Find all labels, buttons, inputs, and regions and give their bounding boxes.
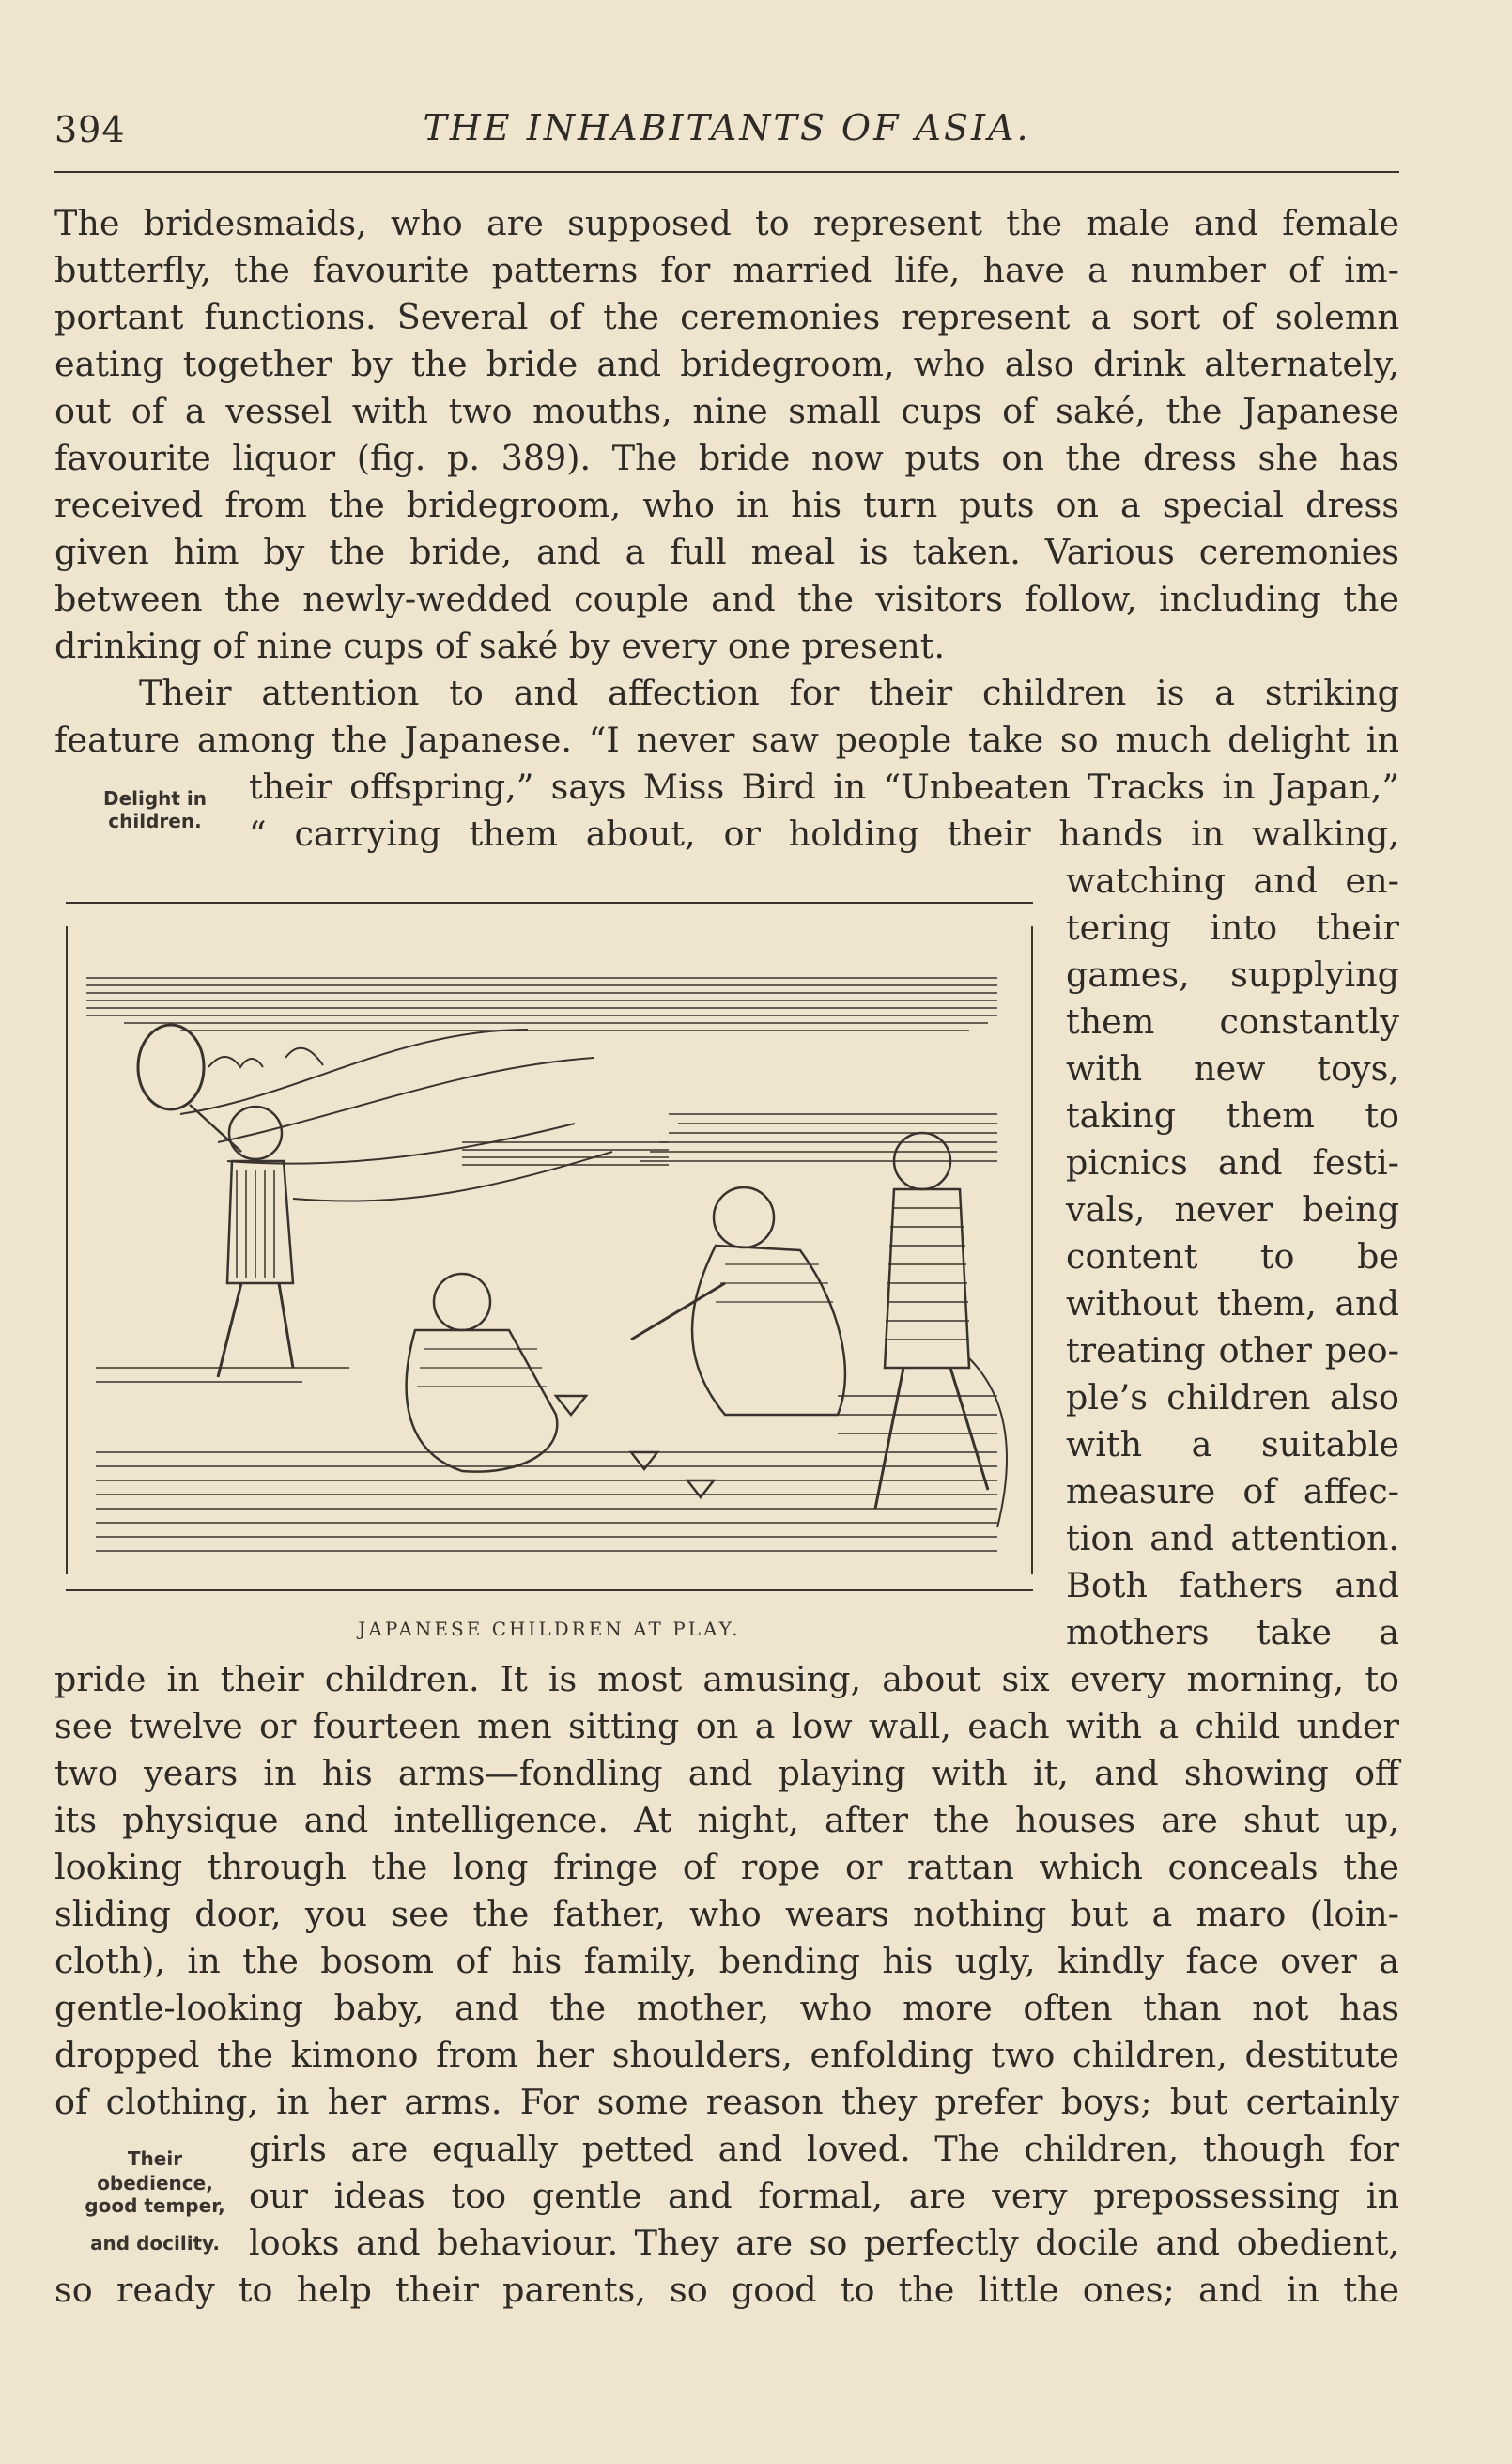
text-line: with new toys, [1066, 1048, 1399, 1089]
text-line: looking through the long fringe of rope or rattan which conceals the [54, 1847, 1399, 1887]
text-line: sliding door, you see the father, who wears nothing but a maro (loin- [54, 1894, 1399, 1934]
text-line: Their attention to and affection for their children is a striking [139, 673, 1399, 713]
text-line: dropped the kimono from her shoulders, enfolding two children, destitute [54, 2035, 1399, 2075]
text-line: treating other peo- [1066, 1330, 1399, 1371]
sidenote-line: and docility. [90, 2232, 220, 2255]
text-line: eating together by the bride and bridegroom, who also drink alternately, [54, 344, 1399, 384]
text-line: ple’s children also [1066, 1377, 1399, 1418]
text-line: them constantly [1066, 1001, 1399, 1042]
text-line: measure of affec- [1066, 1471, 1399, 1511]
figure-rule-top [66, 902, 1033, 904]
text-line: taking them to [1066, 1095, 1399, 1136]
text-line: “ carrying them about, or holding their hands in walking, [249, 814, 1399, 854]
sidenote-line: good temper, [85, 2194, 225, 2217]
text-line: out of a vessel with two mouths, nine small cups of saké, the Japanese [54, 391, 1399, 431]
header-rule [54, 171, 1399, 173]
text-line: vals, never being [1066, 1189, 1399, 1230]
text-line: its physique and intelligence. At night, after the houses are shut up, [54, 1800, 1399, 1840]
text-line: received from the bridegroom, who in his turn puts on a special dress [54, 485, 1399, 525]
illustration-figure [66, 902, 1033, 1597]
text-line: between the newly-wedded couple and the visitors follow, including the [54, 579, 1399, 619]
text-line: cloth), in the bosom of his family, bending his ugly, kindly face over a [54, 1941, 1399, 1981]
text-line: see twelve or fourteen men sitting on a low wall, each with a child under [54, 1706, 1399, 1746]
text-line: Both fathers and [1066, 1565, 1399, 1605]
text-line: butterfly, the favourite patterns for married life, have a number of im- [54, 250, 1399, 290]
sidenote-line: obedience, [97, 2172, 213, 2194]
text-line: our ideas too gentle and formal, are very prepossessing in [249, 2176, 1399, 2216]
sidenote-line: Delight in [102, 787, 208, 810]
figure-rule-bottom [66, 1589, 1033, 1591]
figure-caption: JAPANESE CHILDREN AT PLAY. [358, 1618, 741, 1640]
text-line: with a suitable [1066, 1424, 1399, 1464]
text-line: two years in his arms—fondling and playing with it, and showing off [54, 1753, 1399, 1793]
text-line: content to be [1066, 1236, 1399, 1277]
text-line: games, supplying [1066, 954, 1399, 995]
page-header [54, 105, 1399, 162]
text-line: favourite liquor (fig. p. 389). The bride now puts on the dress she has [54, 438, 1399, 478]
page-number: 394 [54, 109, 126, 150]
text-line: without them, and [1066, 1283, 1399, 1324]
japanese-children-engraving [66, 926, 1033, 1574]
text-line: picnics and festi- [1066, 1142, 1399, 1183]
running-head: THE INHABITANTS OF ASIA. [423, 107, 1031, 148]
text-line: mothers take a [1066, 1612, 1399, 1652]
text-line: of clothing, in her arms. For some reason they prefer boys; but certainly [54, 2082, 1399, 2122]
text-line: portant functions. Several of the ceremonies represent a sort of solemn [54, 297, 1399, 337]
text-line: drinking of nine cups of saké by every one present. [54, 626, 946, 666]
text-line: tion and attention. [1066, 1518, 1399, 1558]
engraving-illustration [68, 926, 1031, 1574]
text-line: so ready to help their parents, so good to the little ones; and in the [54, 2270, 1399, 2310]
text-line: their offspring,” says Miss Bird in “Unbeaten Tracks in Japan,” [249, 767, 1399, 807]
text-line: gentle-looking baby, and the mother, who more often than not has [54, 1988, 1399, 2028]
text-line: tering into their [1066, 907, 1399, 948]
text-line: looks and behaviour. They are so perfectly docile and obedient, [249, 2223, 1399, 2263]
text-line: pride in their children. It is most amusing, about six every morning, to [54, 1659, 1399, 1699]
sidenote-line: children. [108, 810, 202, 832]
text-line: The bridesmaids, who are supposed to represent the male and female [54, 203, 1399, 243]
text-line: watching and en- [1066, 860, 1399, 901]
text-line: feature among the Japanese. “I never saw people take so much delight in [54, 720, 1399, 760]
text-line: given him by the bride, and a full meal is taken. Various ceremonies [54, 532, 1399, 572]
sidenote-line: Their [127, 2147, 183, 2170]
text-line: girls are equally petted and loved. The children, though for [249, 2129, 1399, 2169]
